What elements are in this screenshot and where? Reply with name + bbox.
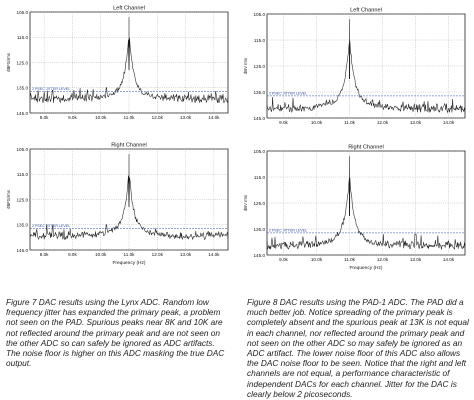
jitter-reference-label: 2 PSEC JITTER LEVEL [269,228,308,233]
y-tick-label: 125.0 [253,63,265,69]
x-tick-label: 11.0k [123,252,135,257]
y-axis-label: dBV rms [243,57,248,75]
y-axis-label: dBV rms [243,194,248,212]
y-axis-label: dBFS/rms [6,53,11,72]
x-tick-label: 12.0k [376,120,389,125]
x-tick-label: 10.0k [95,252,107,257]
y-tick-label: 145.0 [16,247,28,253]
y-tick-label: 115.0 [253,174,265,180]
x-tick-label: 11.0k [344,257,355,262]
y-tick-label: 135.0 [253,89,265,95]
y-tick-label: 135.0 [253,226,265,232]
y-tick-label: 105.0 [253,148,265,154]
jitter-reference-label: 2 PSEC JITTER LEVEL [32,224,71,229]
figure7-right-channel-chart [2,139,232,270]
x-tick-label: 9.0k [279,120,288,125]
x-tick-label: 14.0k [208,252,220,257]
chart-title: Left Channel [350,7,382,14]
y-tick-label: 105.0 [253,11,265,17]
y-tick-label: 115.0 [253,37,265,43]
jitter-reference-label: 2 PSEC JITTER LEVEL [269,91,308,96]
x-tick-label: 9.0k [68,115,77,120]
x-tick-label: 12.0k [151,115,163,120]
figure7-caption: Figure 7 DAC results using the Lynx ADC. Random low frequency jitter has expanded the primary peak, a problem not seen on the PAD. Spurious peaks near 8K and 10K are not reflected around the primary peak and are not seen on the other ADC so can safely be ignored as ADC artifacts. The noise floor is higher on this ADC masking the true DAC output. [6,297,225,369]
x-tick-label: 12.0k [151,252,163,257]
y-axis-label: dBFS/rms [6,190,11,209]
y-tick-label: 135.0 [16,222,28,228]
x-tick-label: 14.0k [442,120,455,125]
y-tick-label: 115.0 [16,35,28,41]
x-tick-label: 8.0k [39,115,49,120]
y-tick-label: 105.0 [16,146,28,152]
x-tick-label: 10.0k [310,120,323,125]
x-tick-label: 10.0k [310,257,323,262]
chart-title: Left Channel [113,5,145,12]
figure8-caption: Figure 8 DAC results using the PAD-1 ADC. The PAD did a much better job. Notice spreading of the primary peak is completely absent and the spurious peak at 13K is not equal in each channel, nor reflected around the primary peak and not seen on the other ADC so may safely be ignored as an ADC artifact. The lower noise floor of this ADC also allows the DAC noise floor to be seen. Notice that the right and left channels are not equal, a performance characteristic of independent DACs for each channel. Jitter for the DAC is clearly below 2 picoseconds. [247,297,469,399]
x-tick-label: 11.0k [123,115,135,120]
figure-8 [237,0,474,400]
x-tick-label: 13.0k [179,115,192,120]
chart-title: Right Channel [111,142,147,149]
y-tick-label: 125.0 [16,60,28,66]
x-tick-label: 13.0k [409,257,422,262]
y-tick-label: 145.0 [253,115,265,121]
y-tick-label: 135.0 [16,85,28,91]
y-tick-label: 105.0 [16,9,28,15]
x-tick-label: 13.0k [179,252,192,257]
x-tick-label: 12.0k [376,257,389,262]
chart-title: Right Channel [348,144,384,151]
x-tick-label: 9.0k [68,252,77,257]
x-tick-label: 13.0k [409,120,422,125]
x-axis-label: Frequency (Hz) [112,261,146,266]
x-tick-label: 14.0k [208,115,220,120]
figure7-left-channel-chart [2,2,232,133]
x-tick-label: 10.0k [95,115,107,120]
x-tick-label: 14.0k [442,257,455,262]
figure8-left-channel-chart [239,4,469,137]
jitter-reference-label: 2 PSEC JITTER LEVEL [32,87,71,92]
figure8-right-channel-chart [239,141,469,274]
y-tick-label: 145.0 [16,110,28,116]
y-tick-label: 125.0 [16,197,28,203]
x-axis-label: Frequency (Hz) [349,266,383,271]
y-tick-label: 115.0 [16,172,28,178]
x-tick-label: 11.0k [344,120,355,125]
y-tick-label: 125.0 [253,200,265,206]
x-tick-label: 8.0k [39,252,49,257]
y-tick-label: 145.0 [253,252,265,258]
x-tick-label: 9.0k [279,257,288,262]
